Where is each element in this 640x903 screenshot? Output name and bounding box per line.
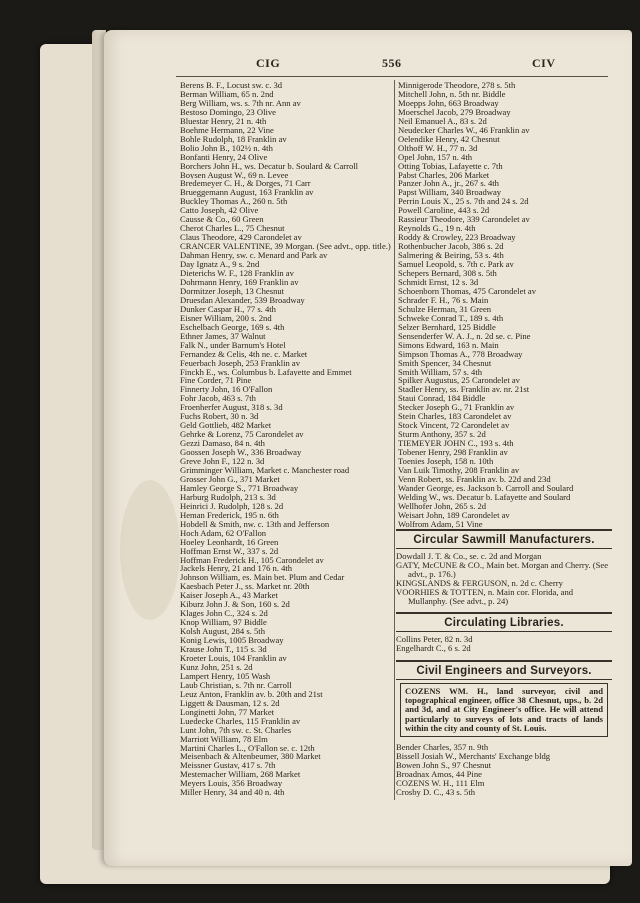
directory-entry: Kaesbach Peter J., ss. Market nr. 20th bbox=[180, 582, 310, 592]
directory-entry: Van Luik Timothy, 208 Franklin av bbox=[398, 465, 520, 475]
directory-entry: Simpson Thomas A., 778 Broadway bbox=[398, 349, 523, 359]
directory-entry: Wellhofer John, 265 s. 2d bbox=[398, 501, 487, 511]
directory-entry: Hoffman Ernst W., 337 s. 2d bbox=[180, 546, 279, 556]
directory-entry: Reynolds G., 19 n. 4th bbox=[398, 224, 476, 234]
directory-entry: Druesdan Alexander, 539 Broadway bbox=[180, 295, 305, 305]
directory-entry: Finnerty John, 16 O'Fallon bbox=[180, 385, 273, 395]
directory-entry: Otting Tobias, Lafayette c. 7th bbox=[398, 161, 503, 171]
section-title: Civil Engineers and Surveyors. bbox=[396, 660, 612, 680]
directory-entry: CRANCER VALENTINE, 39 Morgan. (See advt., opp. title.) bbox=[180, 242, 391, 252]
directory-entry: Eschelbach George, 169 s. 4th bbox=[180, 322, 285, 332]
directory-entry: Dohrmann Henry, 169 Franklin av bbox=[180, 277, 299, 287]
directory-entry: Stein Charles, 183 Carondelet av bbox=[398, 412, 512, 422]
directory-entry: Luedecke Charles, 115 Franklin av bbox=[180, 716, 301, 726]
directory-entry: Meissner Gustav, 417 s. 7th bbox=[180, 761, 276, 771]
directory-entry: Liggett & Dausman, 12 s. 2d bbox=[180, 698, 280, 708]
directory-entry: Berman William, 65 n. 2nd bbox=[180, 89, 274, 99]
header-rule bbox=[176, 76, 608, 77]
directory-entry: Harburg Rudolph, 213 s. 3d bbox=[180, 492, 276, 502]
directory-entry: Venn Robert, ss. Franklin av. b. 22d and 23d bbox=[398, 474, 551, 484]
directory-entry: Schrader F. H., 76 s. Main bbox=[398, 295, 489, 305]
directory-entry: Bohle Rudolph, 18 Franklin av bbox=[180, 134, 287, 144]
directory-entry: TIEMEYER JOHN C., 193 s. 4th bbox=[398, 439, 514, 449]
directory-entry: Powell Caroline, 443 s. 2d bbox=[398, 206, 490, 216]
directory-entry: Bender Charles, 357 n. 9th bbox=[396, 743, 489, 752]
directory-entry: Schulze Herman, 31 Green bbox=[398, 304, 492, 314]
directory-entry: Kunz John, 251 s. 2d bbox=[180, 662, 253, 672]
directory-entry: Jackels Henry, 21 and 176 n. 4th bbox=[180, 564, 293, 574]
section-entries bbox=[396, 743, 612, 797]
directory-entry: Dormitzer Joseph, 13 Chesnut bbox=[180, 286, 285, 296]
directory-entry: Bissell Josiah W., Merchants' Exchange bldg bbox=[396, 751, 551, 761]
directory-entry: Berg William, ws. s. 7th nr. Ann av bbox=[180, 98, 301, 108]
directory-entry: Rassieur Theodore, 339 Carondelet av bbox=[398, 215, 530, 225]
directory-entry: Catto Joseph, 42 Olive bbox=[180, 206, 259, 216]
directory-entry: Claus Theodore, 429 Carondelet av bbox=[180, 233, 302, 243]
directory-entry: Gezzi Damaso, 84 n. 4th bbox=[180, 439, 265, 449]
directory-entry: Broadnax Amos, 44 Pine bbox=[396, 769, 482, 779]
directory-entry: Mestemacher William, 268 Market bbox=[180, 770, 301, 780]
directory-entry: Fine Corder, 71 Pine bbox=[180, 376, 252, 386]
directory-entry: Stock Vincent, 72 Carondelet av bbox=[398, 421, 510, 431]
section-circulating-libraries bbox=[396, 612, 612, 653]
directory-entry: Borchers John H., ws. Decatur b. Soulard & Carroll bbox=[180, 161, 359, 171]
directory-entry: Moepps John, 663 Broadway bbox=[398, 98, 499, 108]
header-left-guide: CIG bbox=[256, 56, 281, 70]
directory-entry: Schmidt Ernst, 12 s. 3d bbox=[398, 277, 479, 287]
page-header bbox=[168, 56, 608, 74]
directory-entry: Stadler Henry, ss. Franklin av. nr. 21st bbox=[398, 385, 530, 395]
directory-entry: Feuerbach Joseph, 253 Franklin av bbox=[180, 358, 301, 368]
section-entries bbox=[396, 552, 612, 606]
directory-entry: Collins Peter, 82 n. 3d bbox=[396, 635, 473, 644]
paper-stain bbox=[120, 480, 180, 620]
directory-entry: Kolsh August, 284 s. 5th bbox=[180, 627, 265, 637]
directory-entry: Bluestar Henry, 21 n. 4th bbox=[180, 116, 267, 126]
directory-entry: Toenies Joseph, 158 n. 10th bbox=[398, 457, 494, 466]
directory-entry: Kaiser Joseph A., 43 Market bbox=[180, 591, 278, 601]
directory-entry: Dowdall J. T. & Co., se. c. 2d and Morgan bbox=[396, 552, 542, 561]
directory-entry: Johnson William, es. Main bet. Plum and Cedar bbox=[180, 573, 345, 583]
directory-entry: Lampert Henry, 105 Wash bbox=[180, 671, 271, 681]
directory-entry: Falk N., under Barnum's Hotel bbox=[180, 340, 286, 350]
directory-entry: Sturm Anthony, 357 s. 2d bbox=[398, 430, 486, 440]
directory-entry: Hoeley Leonhardt, 16 Green bbox=[180, 537, 279, 547]
directory-entry: Konig Lewis, 1005 Broadway bbox=[180, 636, 284, 646]
directory-entry: Hoffman Frederick H., 105 Carondelet av bbox=[180, 555, 324, 565]
directory-entry: Fernandez & Celis, 4th ne. c. Market bbox=[180, 349, 308, 359]
section-civil-engineers bbox=[396, 660, 612, 797]
directory-entry: Ethner James, 37 Walnut bbox=[180, 331, 266, 341]
directory-entry: Welding W., ws. Decatur b. Lafayette and Soulard bbox=[398, 492, 571, 502]
directory-entry: Stecker Joseph G., 71 Franklin av bbox=[398, 403, 515, 413]
section-title: Circulating Libraries. bbox=[396, 612, 612, 632]
header-right-guide: CIV bbox=[532, 56, 556, 70]
directory-entry: Pabst Charles, 206 Market bbox=[398, 170, 490, 180]
directory-entry: Greve John F., 122 n. 3d bbox=[180, 457, 265, 466]
directory-entry: Moerschel Jacob, 279 Broadway bbox=[398, 107, 511, 117]
directory-entry: Selzer Bernhard, 125 Biddle bbox=[398, 322, 496, 332]
directory-entry: Cherot Charles L., 75 Chesnut bbox=[180, 224, 285, 234]
directory-entry: Boysen August W., 69 n. Levee bbox=[180, 170, 289, 180]
directory-entry: Bredemeyer C. H., & Dorges, 71 Carr bbox=[180, 179, 311, 189]
directory-entry: Papst William, 340 Broadway bbox=[398, 188, 502, 198]
directory-entry: Rothenbucher Jacob, 386 s. 2d bbox=[398, 242, 504, 252]
directory-entry: Bestoso Domingo, 23 Olive bbox=[180, 107, 276, 117]
directory-entry: Gehrke & Lorenz, 75 Carondelet av bbox=[180, 430, 304, 440]
directory-entry: Wolfrom Adam, 51 Vine bbox=[398, 519, 483, 529]
section-title: Circular Sawmill Manufacturers. bbox=[396, 529, 612, 549]
directory-entry: Fuchs Robert, 30 n. 3d bbox=[180, 412, 259, 422]
directory-entry: Panzer John A., jr., 267 s. 4th bbox=[398, 179, 499, 189]
directory-entry: Tobener Henry, 298 Franklin av bbox=[398, 448, 508, 458]
directory-entry: Mitchell John, n. 5th nr. Biddle bbox=[398, 89, 506, 99]
directory-entry: Kroeter Louis, 104 Franklin av bbox=[180, 654, 287, 663]
directory-entry: Smith Spencer, 34 Chesnut bbox=[398, 358, 492, 368]
directory-entry: Perrin Louis X., 25 s. 7th and 24 s. 2d bbox=[398, 197, 529, 207]
directory-entry: Grosser John G., 371 Market bbox=[180, 474, 280, 484]
directory-entry: Engelhardt C., 6 s. 2d bbox=[396, 643, 471, 653]
directory-entry: Spilker Augustus, 25 Carondelet av bbox=[398, 376, 520, 386]
directory-entry: Berens B. F., Locust sw. c. 3d bbox=[180, 81, 283, 90]
directory-entry: Oelendike Henry, 42 Chesnut bbox=[398, 134, 500, 144]
directory-entry: Bowen John S., 97 Chesnut bbox=[396, 760, 492, 770]
directory-entry: Krause John T., 115 s. 3d bbox=[180, 645, 267, 654]
directory-entry: Fohr Jacob, 463 s. 7th bbox=[180, 394, 256, 404]
right-column bbox=[398, 81, 610, 529]
directory-entry: Kiburz John J. & Son, 160 s. 2d bbox=[180, 600, 290, 610]
directory-entry: Leuz Anton, Franklin av. b. 20th and 21st bbox=[180, 689, 323, 699]
directory-entry: Day Ignatz A., 9 s. 2nd bbox=[180, 260, 260, 270]
directory-entry: Meisenbach & Altenbeumer, 380 Market bbox=[180, 752, 321, 762]
directory-entry: Crosby D. C., 43 s. 5th bbox=[396, 787, 476, 797]
directory-entry: Wander George, es. Jackson b. Carroll and Soulard bbox=[398, 483, 574, 493]
directory-entry: Samuel Leopold, s. 7th c. Park av bbox=[398, 260, 514, 270]
directory-entry: Lunt John, 7th sw. c. St. Charles bbox=[180, 725, 292, 735]
directory-entry: Boehme Hermann, 22 Vine bbox=[180, 125, 274, 135]
section-circular-sawmill bbox=[396, 529, 612, 606]
directory-entry: COZENS W. H., 111 Elm bbox=[396, 778, 485, 788]
directory-entry: Geld Gottlieb, 482 Market bbox=[180, 421, 272, 431]
directory-entry: Salmering & Beiring, 53 s. 4th bbox=[398, 251, 504, 261]
directory-entry: Roddy & Crowley, 223 Broadway bbox=[398, 233, 516, 243]
directory-entry: Schoenborn Thomas, 475 Carondelet av bbox=[398, 286, 537, 296]
directory-entry: Neudecker Charles W., 46 Franklin av bbox=[398, 125, 530, 135]
directory-entry: Causse & Co., 60 Green bbox=[180, 215, 264, 225]
directory-entry: VOORHIES & TOTTEN, n. Main cor. Florida, and Mullanphy. (See advt., p. 24) bbox=[396, 587, 574, 606]
directory-entry: Smith William, 57 s. 4th bbox=[398, 367, 483, 377]
directory-entry: Schepers Bernard, 308 s. 5th bbox=[398, 269, 497, 278]
directory-entry: Hoch Adam, 62 O'Fallon bbox=[180, 528, 267, 538]
directory-entry: Schweke Conrad T., 189 s. 4th bbox=[398, 313, 504, 323]
directory-entry: Olthoff W. H., 77 n. 3d bbox=[398, 143, 478, 153]
directory-entry: Hamley George S., 771 Broadway bbox=[180, 483, 299, 493]
directory-entry: Brueggemann August, 163 Franklin av bbox=[180, 188, 314, 198]
directory-entry: Miller Henry, 34 and 40 n. 4th bbox=[180, 788, 285, 798]
directory-entry: Knop William, 97 Biddle bbox=[180, 618, 267, 628]
directory-entry: Meyers Louis, 356 Broadway bbox=[180, 779, 283, 789]
directory-entry: Dahman Henry, sw. c. Menard and Park av bbox=[180, 251, 328, 261]
directory-entry: Staui Conrad, 184 Biddle bbox=[398, 394, 486, 404]
directory-entry: Klages John C., 324 s. 2d bbox=[180, 609, 268, 619]
left-column bbox=[180, 81, 392, 797]
directory-entry: Marriott William, 78 Elm bbox=[180, 734, 268, 744]
page-number: 556 bbox=[382, 56, 402, 70]
directory-entry: Heman Frederick, 195 n. 6th bbox=[180, 510, 279, 520]
directory-entry: KINGSLANDS & FERGUSON, n. 2d c. Cherry bbox=[396, 578, 563, 588]
directory-entry: Eisner William, 200 s. 2nd bbox=[180, 313, 272, 323]
directory-entry: Bonfanti Henry, 24 Olive bbox=[180, 152, 268, 162]
directory-entry: GATY, McCUNE & CO., Main bet. Morgan and Cherry. (See advt., p. 176.) bbox=[396, 560, 609, 579]
directory-entry: Weisart John, 189 Carondelet av bbox=[398, 510, 510, 520]
directory-entry: Martini Charles L., O'Fallon se. c. 12th bbox=[180, 743, 315, 753]
directory-entry: Hobdell & Smith, nw. c. 13th and Jefferson bbox=[180, 519, 330, 529]
directory-entry: Buckley Thomas A., 260 n. 5th bbox=[180, 197, 288, 207]
directory-entry: Finckh E., ws. Columbus b. Lafayette and Emmet bbox=[180, 367, 352, 377]
directory-entry: Laub Christian, s. 7th nr. Carroll bbox=[180, 680, 292, 690]
directory-entry: Neil Emanuel A., 83 s. 2d bbox=[398, 116, 487, 126]
directory-entry: Sensenderfer W. A. J., n. 2d se. c. Pine bbox=[398, 331, 531, 341]
section-entries bbox=[396, 635, 612, 653]
directory-entry: Opel John, 157 n. 4th bbox=[398, 152, 472, 162]
directory-entry: Dunker Caspar H., 77 s. 4th bbox=[180, 304, 276, 314]
column-divider bbox=[394, 80, 395, 800]
directory-entry: Longinetti John, 77 Market bbox=[180, 707, 275, 717]
directory-entry: Dieterichs W. F., 128 Franklin av bbox=[180, 269, 294, 278]
directory-entry: Froenherfer August, 318 s. 3d bbox=[180, 403, 283, 413]
directory-entry: Simons Edward, 163 n. Main bbox=[398, 340, 499, 350]
directory-entry: Minnigerode Theodore, 278 s. 5th bbox=[398, 81, 516, 90]
directory-entry: Grimminger William, Market c. Manchester road bbox=[180, 465, 350, 475]
directory-entry: Bolio John B., 102½ n. 4th bbox=[180, 143, 273, 153]
advertisement-card: COZENS WM. H., land surveyor, civil and topographical engineer, office 38 Chesnut, ups., b. 2d and 3d, and at City Engineer's office. He will attend particularly to surveys of lots and tracts of lands within the city and county of St. Louis. bbox=[400, 683, 608, 737]
directory-entry: Heinrici J. Rudolph, 128 s. 2d bbox=[180, 501, 284, 511]
directory-entry: Goossen Joseph W., 336 Broadway bbox=[180, 448, 302, 458]
